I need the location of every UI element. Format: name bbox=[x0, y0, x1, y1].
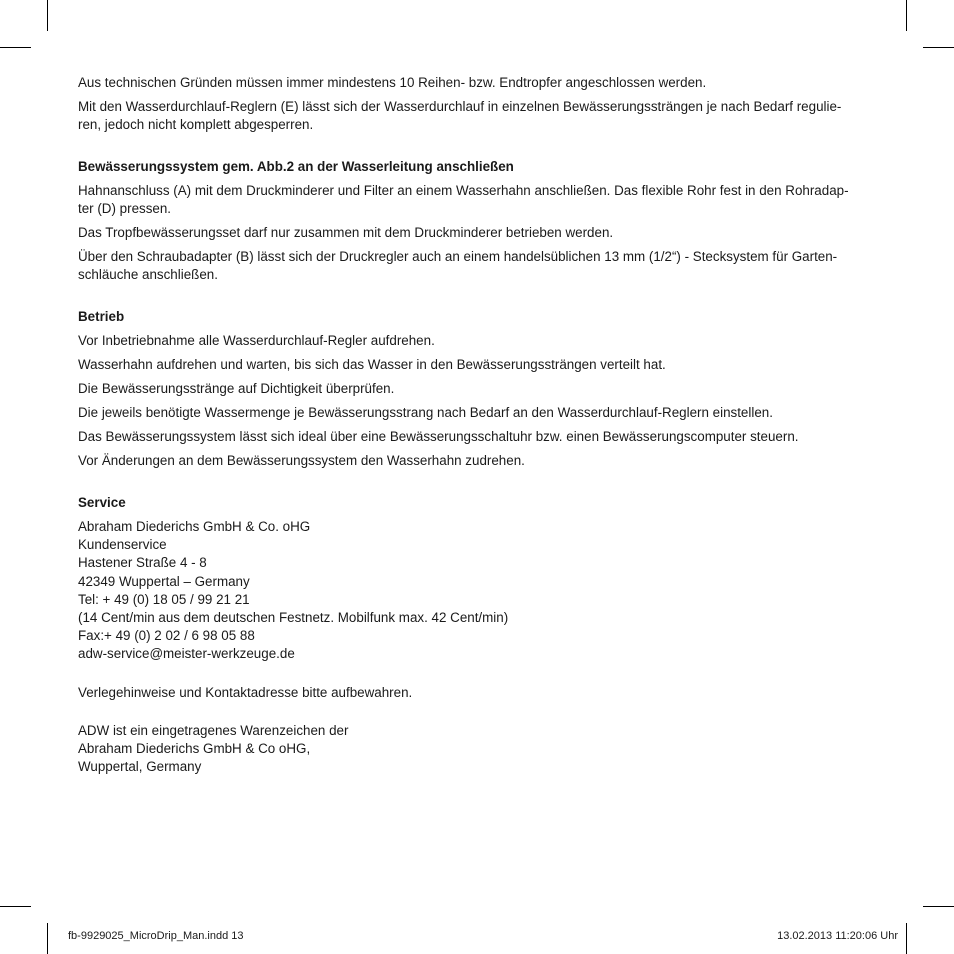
connect-paragraph-3-line-2: schläuche anschließen. bbox=[78, 267, 218, 282]
trademark-line: Abraham Diederichs GmbH & Co oHG, bbox=[78, 741, 311, 757]
service-address bbox=[78, 518, 878, 664]
operation-step: Vor Inbetriebnahme alle Wasserdurchlauf-Regler aufdrehen. bbox=[78, 333, 435, 348]
crop-mark-top-left-h bbox=[0, 47, 31, 48]
connect-paragraph-2: Das Tropfbewässerungsset darf nur zusammen mit dem Druckminderer betrieben werden. bbox=[78, 225, 614, 240]
address-line: Hastener Straße 4 - 8 bbox=[78, 555, 207, 571]
trademark-line: Wuppertal, Germany bbox=[78, 759, 202, 775]
crop-mark-bottom-right-h bbox=[923, 906, 954, 907]
trademark-notice bbox=[78, 722, 878, 777]
email-address: adw-service@meister-werkzeuge.de bbox=[78, 646, 295, 662]
section-heading-service: Service bbox=[78, 495, 126, 510]
phone-cost-note: (14 Cent/min aus dem deutschen Festnetz. Mobilfunk max. 42 Cent/min) bbox=[78, 610, 509, 626]
operation-step: Vor Änderungen an dem Bewässerungssystem den Wasserhahn zudrehen. bbox=[78, 453, 525, 468]
connect-paragraph-1-line-2: ter (D) pressen. bbox=[78, 201, 172, 216]
section-heading-operation: Betrieb bbox=[78, 309, 125, 324]
intro-paragraph-2-line-1: Mit den Wasserdurchlauf-Reglern (E) lässt sich der Wasserdurchlauf in einzelnen Bewässerungssträngen je nach Bedarf regulie- bbox=[78, 99, 842, 114]
page-content bbox=[78, 74, 878, 776]
crop-mark-bottom-right bbox=[906, 923, 907, 954]
crop-mark-top-right-h bbox=[923, 47, 954, 48]
operation-step: Die Bewässerungsstränge auf Dichtigkeit überprüfen. bbox=[78, 381, 395, 396]
section-heading-connect: Bewässerungssystem gem. Abb.2 an der Wasserleitung anschließen bbox=[78, 159, 514, 174]
intro-paragraph-2-line-2: ren, jedoch nicht komplett abgesperren. bbox=[78, 117, 314, 132]
crop-mark-bottom-left-h bbox=[0, 906, 31, 907]
intro-paragraph-1: Aus technischen Gründen müssen immer mindestens 10 Reihen- bzw. Endtropfer angeschlossen werden. bbox=[78, 75, 707, 90]
address-line: Abraham Diederichs GmbH & Co. oHG bbox=[78, 519, 311, 534]
phone-line: Tel: + 49 (0) 18 05 / 99 21 21 bbox=[78, 591, 250, 607]
address-line: 42349 Wuppertal – Germany bbox=[78, 573, 250, 589]
operation-step: Die jeweils benötigte Wassermenge je Bewässerungsstrang nach Bedarf an den Wasserdurchlauf-Reglern einstellen. bbox=[78, 405, 773, 420]
trademark-line: ADW ist ein eingetragenes Warenzeichen der bbox=[78, 722, 349, 738]
crop-mark-top-right bbox=[906, 0, 907, 31]
operation-step: Das Bewässerungssystem lässt sich ideal über eine Bewässerungsschaltuhr bzw. einen Bewässerungscomputer steuern. bbox=[78, 429, 799, 444]
address-line: Kundenservice bbox=[78, 537, 167, 553]
connect-paragraph-3-line-1: Über den Schraubadapter (B) lässt sich der Druckregler auch an einem handelsüblichen 13 mm (1/2“) - Stecksystem für Garten- bbox=[78, 249, 838, 264]
crop-mark-top-left bbox=[47, 0, 48, 31]
footer-timestamp: 13.02.2013 11:20:06 Uhr bbox=[777, 930, 898, 942]
connect-paragraph-1 bbox=[78, 182, 878, 218]
keep-note: Verlegehinweise und Kontaktadresse bitte aufbewahren. bbox=[78, 684, 413, 700]
footer-file-info: fb-9929025_MicroDrip_Man.indd 13 bbox=[68, 930, 244, 942]
crop-mark-bottom-left bbox=[47, 923, 48, 954]
connect-paragraph-1-line-1: Hahnanschluss (A) mit dem Druckminderer und Filter an einem Wasserhahn anschließen. Das flexible Rohr fest in den Rohradap- bbox=[78, 183, 849, 198]
intro-paragraph-2 bbox=[78, 98, 878, 134]
connect-paragraph-3 bbox=[78, 248, 878, 284]
operation-step: Wasserhahn aufdrehen und warten, bis sich das Wasser in den Bewässerungssträngen verteilt hat. bbox=[78, 357, 666, 372]
fax-line: Fax:+ 49 (0) 2 02 / 6 98 05 88 bbox=[78, 628, 255, 644]
